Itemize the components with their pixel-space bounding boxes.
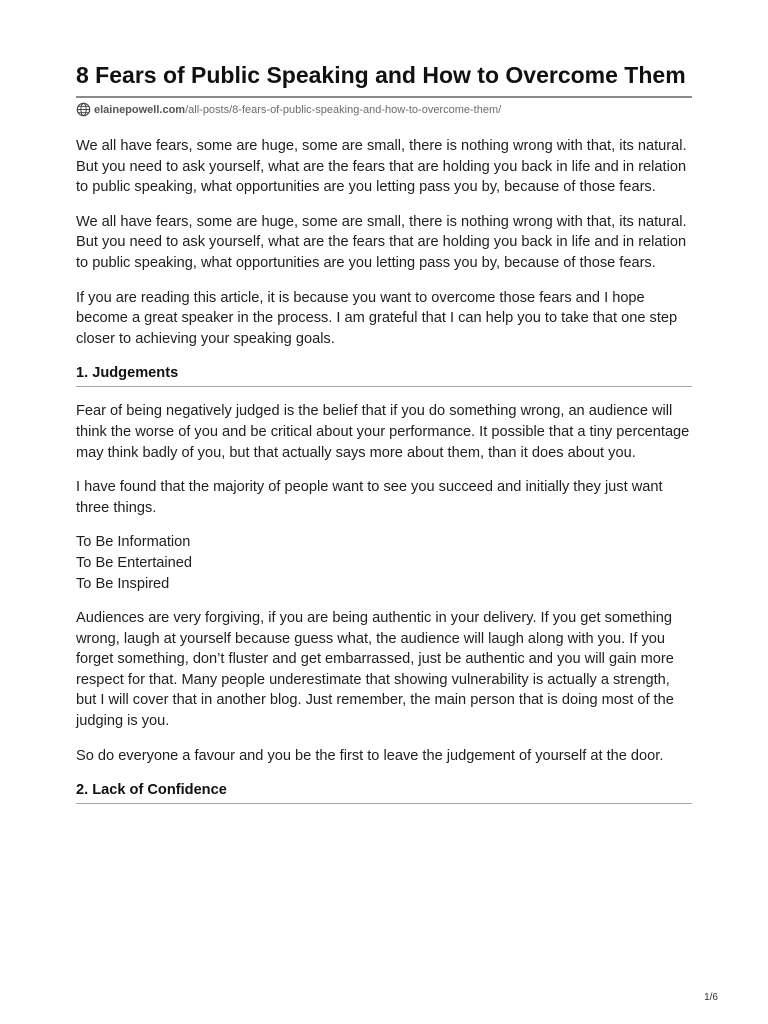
paragraph: We all have fears, some are huge, some are small, there is nothing wrong with that, its natural. But you need to ask yourself, what are the fears that are holding you back in life and in relation to public speaking, what opportunities are you letting pass you by, because of those fears.	[76, 213, 687, 271]
list-item: To Be Inspired	[76, 575, 170, 592]
globe-icon	[76, 102, 91, 117]
paragraph: If you are reading this article, it is because you want to overcome those fears and I hope become a great speaker in the process. I am grateful that I can help you to take that one step closer to achieving your speaking goals.	[76, 289, 678, 347]
paragraph: So do everyone a favour and you be the first to leave the judgement of yourself at the door.	[76, 747, 664, 764]
paragraph: Audiences are very forgiving, if you are being authentic in your delivery. If you get something wrong, laugh at yourself because guess what, the audience will laugh along with you. If you forget something, don’t fluster and get embarrassed, just be authentic and you will gain more respect for that. Many people underestimate that showing vulnerability is actually a strength, but I will cover that in another blog. Just remember, the main person that is doing most of the judging is you.	[76, 610, 674, 730]
paragraph: I have found that the majority of people want to see you succeed and initially they just want three things.	[76, 479, 663, 516]
section-heading-judgements: 1. Judgements	[76, 363, 692, 387]
article-title: 8 Fears of Public Speaking and How to Overcome Them	[76, 62, 686, 88]
document-page	[76, 62, 692, 818]
paragraph: Fear of being negatively judged is the belief that if you do something wrong, an audience will think the worse of you and be critical about your performance. It possible that a tiny percentage may think badly of you, but that actually says more about them, than it does about you.	[76, 403, 690, 461]
expectations-list	[76, 532, 692, 594]
source-domain[interactable]: elainepowell.com	[94, 103, 186, 116]
section-heading-lack-of-confidence: 2. Lack of Confidence	[76, 780, 692, 804]
source-path[interactable]: /all-posts/8-fears-of-public-speaking-and-how-to-overcome-them/	[185, 103, 502, 116]
paragraph: We all have fears, some are huge, some are small, there is nothing wrong with that, its natural. But you need to ask yourself, what are the fears that are holding you back in life and in relation to public speaking, what opportunities are you letting pass you by, because of those fears.	[76, 138, 687, 196]
list-item: To Be Information	[76, 534, 191, 551]
title-divider	[76, 96, 692, 98]
article-body	[76, 136, 692, 804]
source-url[interactable]	[76, 102, 692, 117]
page-number: 1/6	[704, 992, 718, 1003]
list-item: To Be Entertained	[76, 554, 193, 571]
